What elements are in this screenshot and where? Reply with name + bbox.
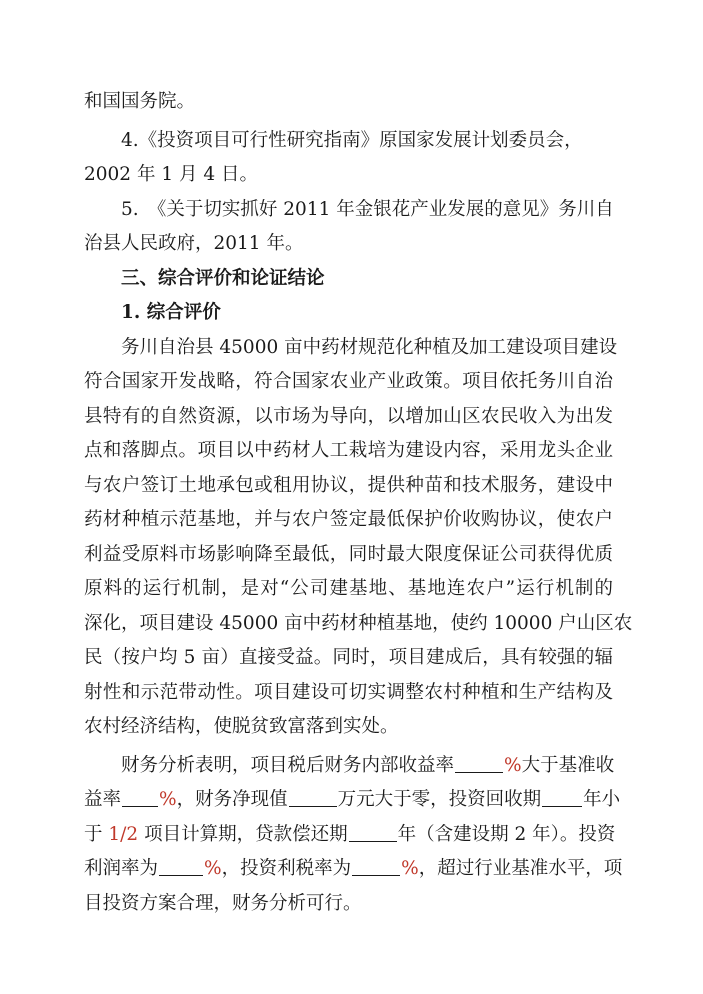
finance-text: 万元大于零，投资回收期 <box>337 789 542 810</box>
finance-text: 利润率为 <box>84 858 159 879</box>
eval-line: 县特有的自然资源，以市场为导向，以增加山区农民收入为出发 <box>84 406 613 427</box>
eval-line: 点和落脚点。项目以中药材人工栽培为建设内容，采用龙头企业 <box>84 440 613 461</box>
repayment-period-blank <box>349 823 397 842</box>
text-line: 和国国务院。 <box>84 91 196 112</box>
percent-sign: % <box>401 858 419 879</box>
finance-text: ，投资利税率为 <box>221 858 352 879</box>
eval-line: 符合国家开发战略，符合国家农业产业政策。项目依托务川自治 <box>84 371 613 392</box>
finance-line-3 <box>84 821 703 849</box>
eval-line: 民（按户均 5 亩）直接受益。同时，项目建成后，具有较强的辐 <box>84 647 613 668</box>
finance-text: 项目计算期，贷款偿还期 <box>138 824 348 845</box>
payback-period-blank <box>542 788 582 807</box>
finance-text: 大于基准收 <box>521 755 615 776</box>
reference-4-line-1: 4.《投资项目可行性研究指南》原国家发展计划委员会， <box>121 130 583 151</box>
reference-5-line-2: 治县人民政府，2011 年。 <box>84 233 304 254</box>
subsection-heading: 1. 综合评价 <box>121 302 221 323</box>
eval-line: 农村经济结构，使脱贫致富落到实处。 <box>84 716 399 737</box>
finance-text: ，超过行业基准水平，项 <box>418 858 623 879</box>
half-fraction: 1/2 <box>108 824 139 845</box>
percent-sign: % <box>504 755 522 776</box>
finance-text: ，财务净现值 <box>176 789 288 810</box>
finance-text: 于 <box>84 824 103 845</box>
profit-rate-blank <box>159 857 203 876</box>
finance-line-1 <box>121 752 703 780</box>
eval-line: 与农户签订土地承包或租用协议，提供种苗和技术服务，建设中 <box>84 475 613 496</box>
percent-sign: % <box>159 789 177 810</box>
finance-text: 年（含建设期 2 年）。投资 <box>397 824 616 845</box>
eval-line: 务川自治县 45000 亩中药材规范化种植及加工建设项目建设 <box>121 337 618 358</box>
finance-text: 益率 <box>84 789 122 810</box>
finance-line-2 <box>84 786 703 814</box>
finance-line-4 <box>84 855 703 883</box>
irr-blank <box>455 754 503 773</box>
eval-line: 利益受原料市场影响降至最低，同时最大限度保证公司获得优质 <box>84 544 613 565</box>
section-heading: 三、综合评价和论证结论 <box>121 268 325 289</box>
finance-text: 财务分析表明，项目税后财务内部收益率 <box>121 755 455 776</box>
eval-line: 深化，项目建设 45000 亩中药材种植基地，使约 10000 户山区农 <box>84 613 633 634</box>
eval-line: 射性和示范带动性。项目建设可切实调整农村种植和生产结构及 <box>84 682 613 703</box>
finance-text: 年小 <box>583 789 621 810</box>
npv-blank <box>289 788 337 807</box>
benchmark-rate-blank <box>122 788 158 807</box>
eval-line: 药材种植示范基地，并与农户签定最低保护价收购协议，使农户 <box>84 509 613 530</box>
finance-line-5: 目投资方案合理，财务分析可行。 <box>84 893 362 914</box>
reference-5-line-1: 5. 《关于切实抓好 2011 年金银花产业发展的意见》务川自 <box>121 199 614 220</box>
eval-line: 原料的运行机制，是对“公司建基地、基地连农户”运行机制的 <box>84 578 613 599</box>
percent-sign: % <box>204 858 222 879</box>
profit-tax-rate-blank <box>352 857 400 876</box>
reference-4-line-2: 2002 年 1 月 4 日。 <box>84 164 259 185</box>
